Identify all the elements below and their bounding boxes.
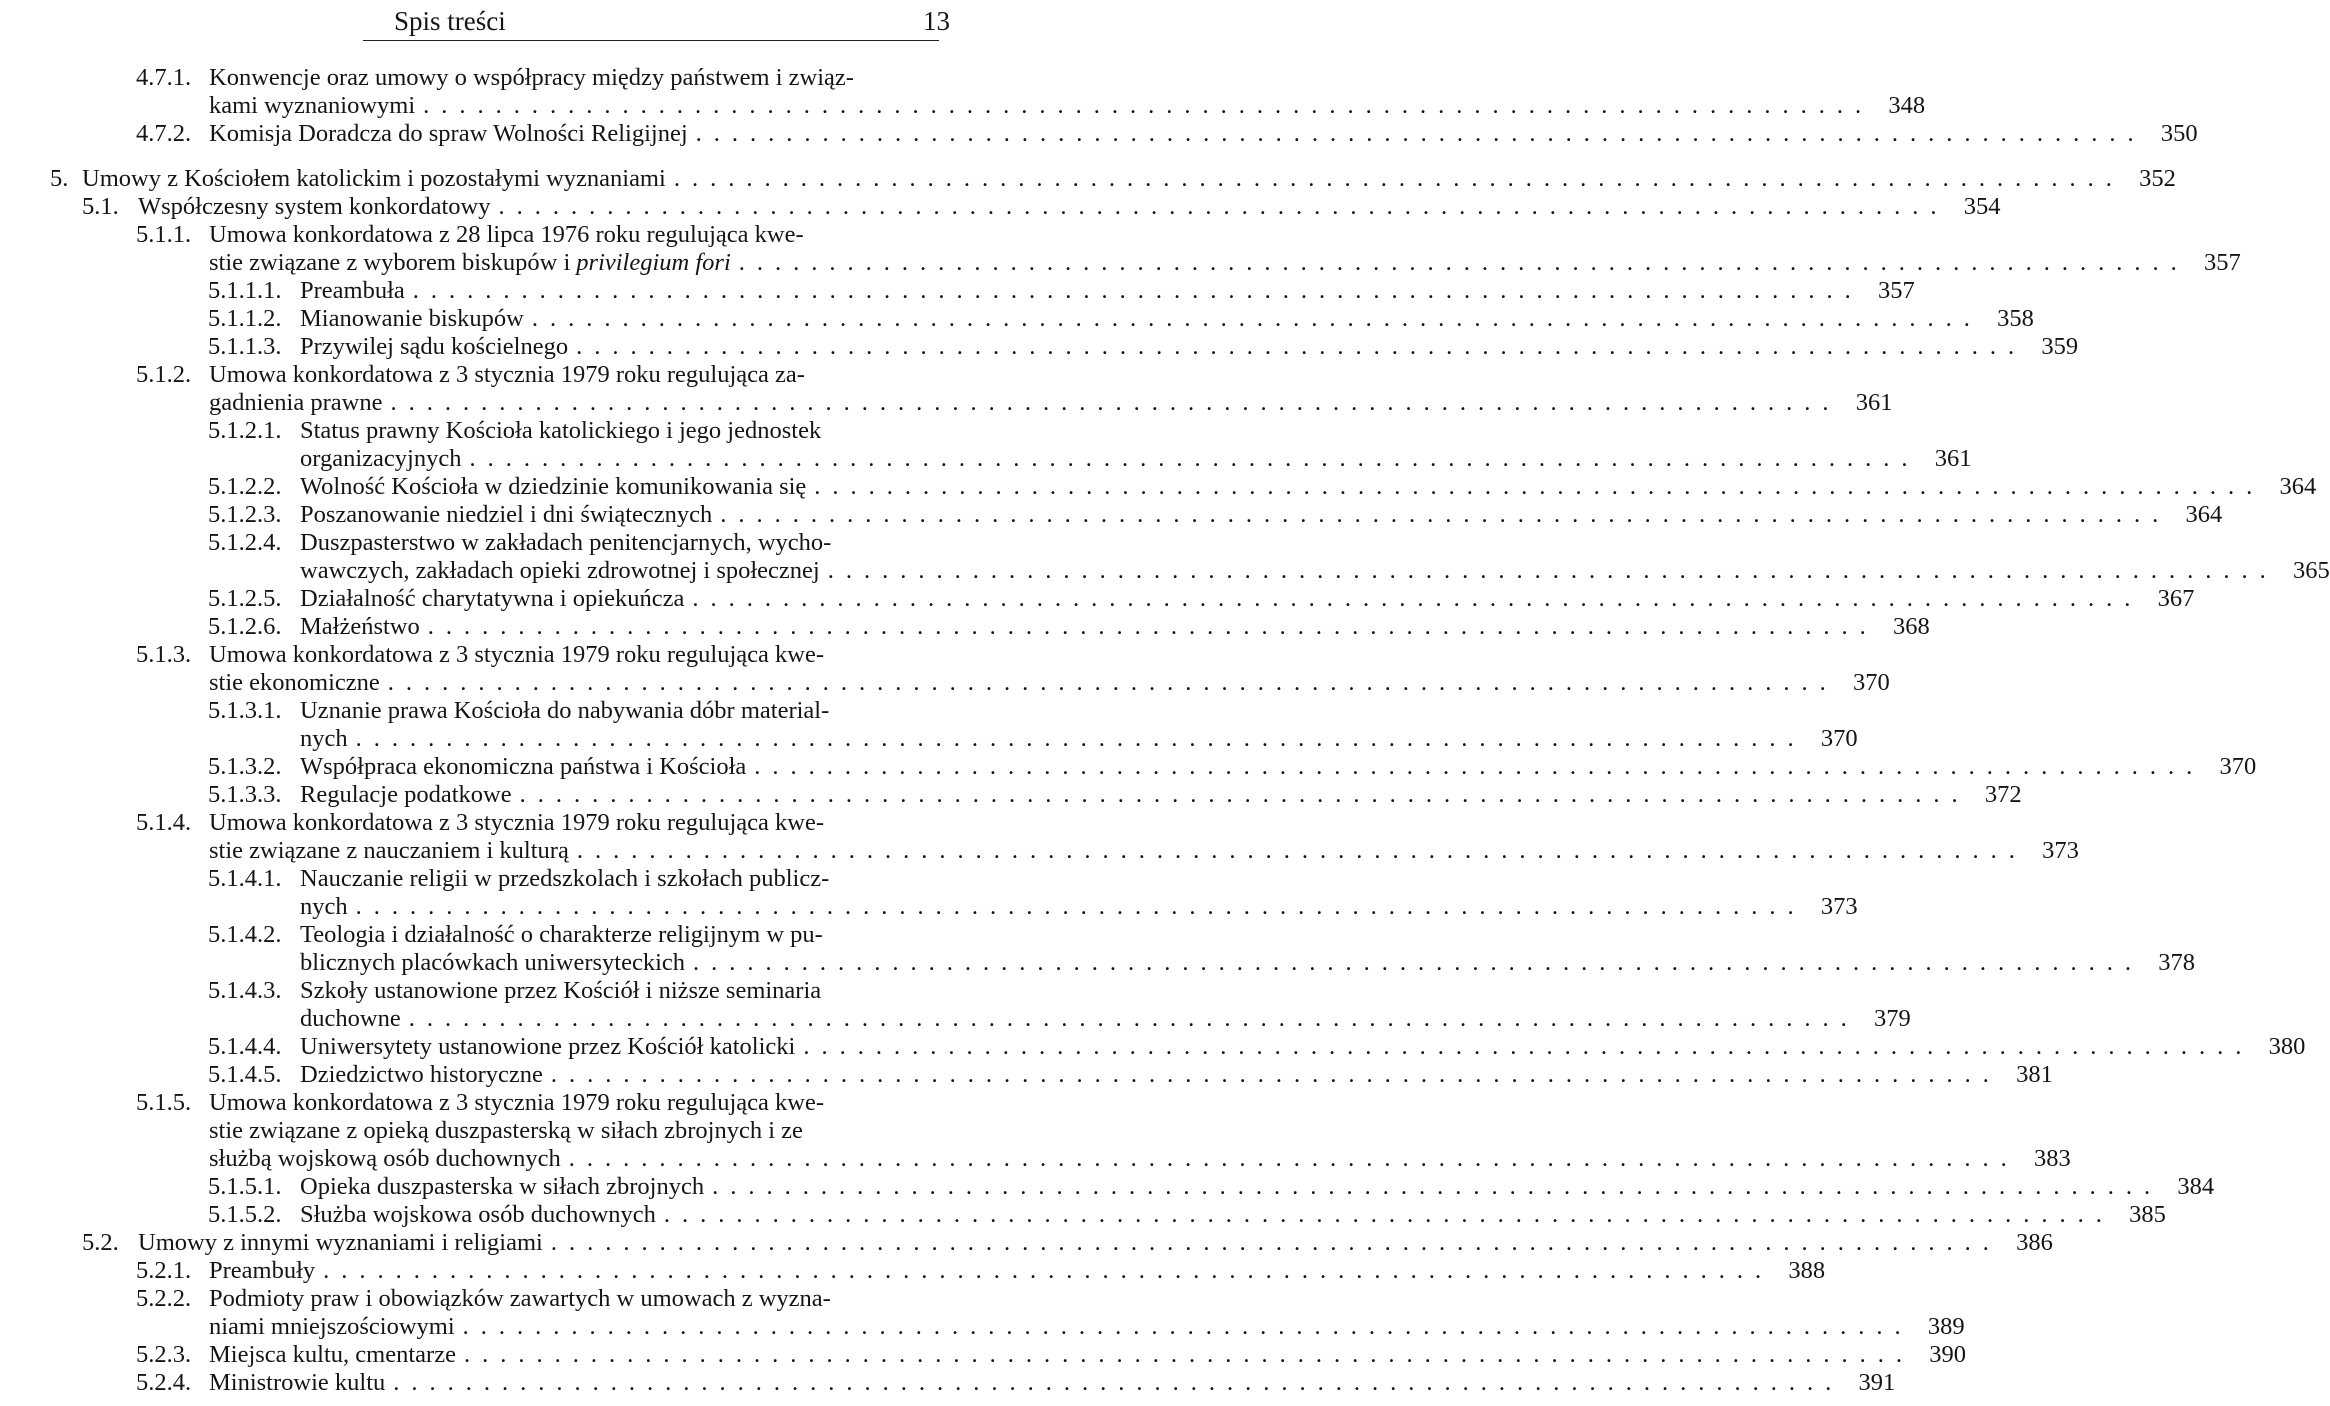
dot-leader: ................................................................................ bbox=[692, 585, 2143, 612]
header-rule bbox=[363, 40, 939, 41]
toc-entry bbox=[208, 781, 2022, 809]
dot-leader: ................................................................................ bbox=[323, 1257, 1774, 1284]
toc-entry bbox=[136, 1341, 1966, 1369]
toc-entry-page: 370 bbox=[2219, 753, 2257, 780]
toc-entry-page: 373 bbox=[2042, 837, 2079, 864]
toc-entry bbox=[50, 165, 2176, 193]
toc-entry bbox=[208, 753, 2257, 781]
toc-entry-number: 5.2.3. bbox=[136, 1341, 192, 1368]
dot-leader: ................................................................................ bbox=[814, 473, 2265, 500]
dot-leader: ................................................................................ bbox=[519, 781, 1970, 808]
toc-entry-page: 354 bbox=[1963, 193, 2001, 220]
toc-entry bbox=[208, 529, 2330, 585]
toc-entry-number: 5.1.1.2. bbox=[208, 305, 282, 332]
toc-entry bbox=[82, 1229, 2053, 1257]
toc-entry-title-line: Duszpasterstwo w zakładach penitencjarnych, wycho- bbox=[300, 529, 832, 556]
toc-entry-number: 5.1.2.1. bbox=[208, 417, 282, 444]
toc-entry-title-line: Ministrowie kultu bbox=[209, 1369, 386, 1396]
toc-entry-page: 384 bbox=[2177, 1173, 2215, 1200]
toc-entry bbox=[136, 361, 1893, 417]
toc-entry-number: 5.2.1. bbox=[136, 1257, 192, 1284]
toc-entry-title-line: Podmioty praw i obowiązków zawartych w umowach z wyzna- bbox=[209, 1285, 831, 1312]
toc-entry bbox=[208, 1173, 2215, 1201]
toc-entry bbox=[208, 305, 2034, 333]
toc-entry-number: 5.1.4. bbox=[136, 809, 192, 836]
dot-leader: ................................................................................ bbox=[673, 165, 2124, 192]
toc-entry-number: 5.1.3.3. bbox=[208, 781, 282, 808]
toc-entry-page: 378 bbox=[2158, 949, 2196, 976]
toc-entry-number: 5.1.4.2. bbox=[208, 921, 282, 948]
toc-entry-title-line: Umowa konkordatowa z 3 stycznia 1979 roku regulująca kwe- bbox=[209, 809, 825, 836]
toc-entry-page: 352 bbox=[2139, 165, 2176, 192]
dot-leader: ................................................................................ bbox=[427, 613, 1878, 640]
toc-entry-page: 372 bbox=[1984, 781, 2022, 808]
toc-entry-page: 365 bbox=[2292, 557, 2330, 584]
toc-entry-page: 380 bbox=[2268, 1033, 2306, 1060]
toc-entry-title-line: Małżeństwo bbox=[300, 613, 420, 640]
dot-leader: ................................................................................ bbox=[408, 1005, 1859, 1032]
toc-entry-title-line: Preambuły bbox=[209, 1257, 316, 1284]
toc-entry bbox=[82, 193, 2001, 221]
toc-entry-number: 5.1.4.3. bbox=[208, 977, 282, 1004]
toc-entry-title-line: Teologia i działalność o charakterze religijnym w pu- bbox=[300, 921, 823, 948]
dot-leader: ................................................................................ bbox=[550, 1229, 2001, 1256]
toc-entry-page: 350 bbox=[2160, 120, 2198, 147]
toc-entry-number: 5.1.2.6. bbox=[208, 613, 282, 640]
toc-entry bbox=[136, 641, 1890, 697]
toc-entry-number: 5.1.2.3. bbox=[208, 501, 282, 528]
dot-leader: ................................................................................ bbox=[355, 893, 1806, 920]
dot-leader: ................................................................................ bbox=[387, 669, 1838, 696]
dot-leader: ................................................................................ bbox=[393, 1369, 1844, 1396]
toc-entry-page: 357 bbox=[1878, 277, 1915, 304]
toc-entry-page: 359 bbox=[2041, 333, 2079, 360]
dot-leader: ................................................................................ bbox=[720, 501, 2171, 528]
toc-entry-page: 357 bbox=[2204, 249, 2241, 276]
toc-entry-number: 5.1.5.1. bbox=[208, 1173, 282, 1200]
toc-entry-number: 5.2. bbox=[82, 1229, 119, 1256]
toc-entry bbox=[208, 417, 1972, 473]
toc-entry-number: 5.1.2. bbox=[136, 361, 192, 388]
toc-entry-page: 379 bbox=[1873, 1005, 1911, 1032]
toc-entry-title-line: duchowne bbox=[300, 1005, 401, 1032]
toc-entry-title-line: Współczesny system konkordatowy bbox=[138, 193, 491, 220]
toc-entry-title-line: Poszanowanie niedziel i dni świątecznych bbox=[300, 501, 713, 528]
toc-entry-title-line: kami wyznaniowymi bbox=[209, 92, 416, 119]
toc-entry-title-line: stie związane z opieką duszpasterską w siłach zbrojnych i ze bbox=[209, 1117, 803, 1144]
toc-entry bbox=[208, 921, 2196, 977]
toc-entry bbox=[208, 277, 1915, 305]
toc-entry-number: 5.1.2.5. bbox=[208, 585, 282, 612]
toc-entry-number: 5.2.4. bbox=[136, 1369, 192, 1396]
dot-leader: ................................................................................ bbox=[695, 120, 2146, 147]
toc-entry-title-line: Szkoły ustanowione przez Kościół i niższe seminaria bbox=[300, 977, 822, 1004]
toc-entry-italic-term: privilegium fori bbox=[576, 249, 731, 276]
toc-entry-title-line: Uznanie prawa Kościoła do nabywania dóbr material- bbox=[300, 697, 830, 724]
toc-entry-page: 361 bbox=[1934, 445, 1972, 472]
toc-entry-number: 5.1.4.4. bbox=[208, 1033, 282, 1060]
dot-leader: ................................................................................ bbox=[754, 753, 2205, 780]
toc-entry-title-line: Umowa konkordatowa z 28 lipca 1976 roku regulująca kwe- bbox=[209, 221, 804, 248]
running-header bbox=[78, 4, 950, 38]
toc-entry-page: 358 bbox=[1997, 305, 2034, 332]
toc-entry-title-line: Miejsca kultu, cmentarze bbox=[209, 1341, 456, 1368]
toc-entry-title-line: Regulacje podatkowe bbox=[300, 781, 512, 808]
toc-entry bbox=[208, 865, 1858, 921]
toc-entry-title-line: Współpraca ekonomiczna państwa i Kościoła bbox=[300, 753, 747, 780]
toc-entry-page: 364 bbox=[2279, 473, 2317, 500]
toc-entry bbox=[136, 1369, 1896, 1397]
toc-entry bbox=[208, 1061, 2053, 1089]
toc-entry-number: 5.1.4.5. bbox=[208, 1061, 282, 1088]
dot-leader: ................................................................................ bbox=[531, 305, 1982, 332]
dot-leader: ................................................................................ bbox=[576, 837, 2027, 864]
toc-entry-number: 5.1.3.2. bbox=[208, 753, 282, 780]
dot-leader: ................................................................................ bbox=[712, 1173, 2163, 1200]
toc-entry-page: 386 bbox=[2016, 1229, 2053, 1256]
toc-entry-title-line: służbą wojskową osób duchownych bbox=[209, 1145, 561, 1172]
toc-entry-number: 5.1.4.1. bbox=[208, 865, 282, 892]
toc-entry bbox=[208, 473, 2317, 501]
toc-entry-title-line: Wolność Kościoła w dziedzinie komunikowania się bbox=[300, 473, 807, 500]
toc-entry bbox=[136, 64, 1926, 120]
toc-entry bbox=[208, 977, 1911, 1033]
toc-entry bbox=[136, 1089, 2071, 1173]
running-header-title: Spis treści bbox=[394, 6, 506, 36]
toc-entry-number: 5.1.5.2. bbox=[208, 1201, 282, 1228]
toc-entry-page: 385 bbox=[2129, 1201, 2166, 1228]
toc-entry-title-line: Preambuła bbox=[300, 277, 405, 304]
dot-leader: ................................................................................ bbox=[462, 1313, 1913, 1340]
toc-entry-number: 5. bbox=[50, 165, 69, 192]
toc-entry-page: 388 bbox=[1788, 1257, 1826, 1284]
toc-entry-title-line: blicznych placówkach uniwersyteckich bbox=[300, 949, 686, 976]
toc-entry-number: 5.1.3. bbox=[136, 641, 192, 668]
toc-entry bbox=[208, 501, 2223, 529]
dot-leader: ................................................................................ bbox=[412, 277, 1863, 304]
toc-entry-title-line: Umowy z Kościołem katolickim i pozostałymi wyznaniami bbox=[82, 165, 666, 192]
dot-leader: ................................................................................ bbox=[568, 1145, 2019, 1172]
dot-leader: ................................................................................ bbox=[390, 389, 1841, 416]
toc-entry-page: 364 bbox=[2185, 501, 2223, 528]
toc-entry-number: 5.1.1.1. bbox=[208, 277, 282, 304]
toc-entry bbox=[136, 809, 2079, 865]
toc-entry bbox=[208, 697, 1858, 753]
toc-entry bbox=[136, 1257, 1826, 1285]
toc-entry-page: 368 bbox=[1893, 613, 1930, 640]
toc-entry-title-line: Komisja Doradcza do spraw Wolności Religijnej bbox=[209, 120, 688, 147]
toc-entry bbox=[208, 1033, 2306, 1061]
toc-entry-number: 5.1.3.1. bbox=[208, 697, 282, 724]
toc-entry-title-line: Umowa konkordatowa z 3 stycznia 1979 roku regulująca kwe- bbox=[209, 1089, 825, 1116]
toc-entry-page: 390 bbox=[1929, 1341, 1966, 1368]
toc-entry-page: 367 bbox=[2157, 585, 2195, 612]
toc-entry-title-line: stie ekonomiczne bbox=[209, 669, 380, 696]
toc-entry-title-line: nych bbox=[300, 725, 348, 752]
toc-entry-title-line: Umowy z innymi wyznaniami i religiami bbox=[138, 1229, 543, 1256]
toc-entry-title-line: gadnienia prawne bbox=[209, 389, 383, 416]
toc-entry-title-line: Dziedzictwo historyczne bbox=[300, 1061, 543, 1088]
dot-leader: ................................................................................ bbox=[827, 557, 2278, 584]
toc-entry-title-line: Przywilej sądu kościelnego bbox=[300, 333, 569, 360]
toc-entry-page: 370 bbox=[1853, 669, 1890, 696]
toc-entry-title-line: Mianowanie biskupów bbox=[300, 305, 524, 332]
toc-entry-number: 5.1.1. bbox=[136, 221, 192, 248]
toc-entry-title-line: Status prawny Kościoła katolickiego i jego jednostek bbox=[300, 417, 822, 444]
toc-entry bbox=[208, 585, 2195, 613]
toc-entry bbox=[208, 1201, 2166, 1229]
toc-entry-page: 361 bbox=[1855, 389, 1893, 416]
toc-entry-number: 5.1.1.3. bbox=[208, 333, 282, 360]
toc-entry bbox=[136, 221, 2241, 277]
toc-entry-title-line: stie związane z wyborem biskupów i bbox=[209, 249, 571, 276]
toc-entry-title-line: wawczych, zakładach opieki zdrowotnej i społecznej bbox=[300, 557, 820, 584]
dot-leader: ................................................................................ bbox=[738, 249, 2189, 276]
dot-leader: ................................................................................ bbox=[355, 725, 1806, 752]
toc-entry-title-line: Nauczanie religii w przedszkolach i szkołach publicz- bbox=[300, 865, 830, 892]
toc-entry-page: 348 bbox=[1888, 92, 1926, 119]
toc-entry-number: 5.1.2.4. bbox=[208, 529, 282, 556]
toc-entry bbox=[208, 333, 2079, 361]
toc-entry bbox=[136, 120, 2198, 148]
toc-entry-title-line: organizacyjnych bbox=[300, 445, 462, 472]
toc-entry-page: 391 bbox=[1858, 1369, 1896, 1396]
toc-entry-title-line: nych bbox=[300, 893, 348, 920]
toc-entry-number: 4.7.1. bbox=[136, 64, 192, 91]
toc-entry-page: 373 bbox=[1820, 893, 1858, 920]
dot-leader: ................................................................................ bbox=[576, 333, 2027, 360]
toc-entry-page: 383 bbox=[2034, 1145, 2071, 1172]
toc-entry-number: 5.1. bbox=[82, 193, 119, 220]
dot-leader: ................................................................................ bbox=[663, 1201, 2114, 1228]
toc-entry-number: 5.1.5. bbox=[136, 1089, 192, 1116]
toc-entry-title-line: Uniwersytety ustanowione przez Kościół katolicki bbox=[300, 1033, 796, 1060]
dot-leader: ................................................................................ bbox=[550, 1061, 2001, 1088]
toc-entry-number: 4.7.2. bbox=[136, 120, 192, 147]
toc-entry bbox=[136, 1285, 1965, 1341]
toc-entry-title-line: stie związane z nauczaniem i kulturą bbox=[209, 837, 569, 864]
toc-entry-title-line: Konwencje oraz umowy o współpracy między państwem i związ- bbox=[209, 64, 854, 91]
toc-entry-title-line: Działalność charytatywna i opiekuńcza bbox=[300, 585, 685, 612]
dot-leader: ................................................................................ bbox=[423, 92, 1874, 119]
toc-entry-page: 389 bbox=[1927, 1313, 1965, 1340]
dot-leader: ................................................................................ bbox=[469, 445, 1920, 472]
toc-entry-number: 5.1.2.2. bbox=[208, 473, 282, 500]
toc-entry bbox=[208, 613, 1930, 641]
toc-entry-title-line: niami mniejszościowymi bbox=[209, 1313, 455, 1340]
dot-leader: ................................................................................ bbox=[693, 949, 2144, 976]
toc-entry-title-line: Umowa konkordatowa z 3 stycznia 1979 roku regulująca za- bbox=[209, 361, 805, 388]
toc-entry-title-line: Umowa konkordatowa z 3 stycznia 1979 roku regulująca kwe- bbox=[209, 641, 825, 668]
toc-entry-page: 370 bbox=[1820, 725, 1858, 752]
toc-entry-page: 381 bbox=[2016, 1061, 2053, 1088]
toc-entry-title-line: Służba wojskowa osób duchownych bbox=[300, 1201, 656, 1228]
dot-leader: ................................................................................ bbox=[803, 1033, 2254, 1060]
dot-leader: ................................................................................ bbox=[498, 193, 1949, 220]
page-number: 13 bbox=[923, 6, 950, 36]
toc-entry-number: 5.2.2. bbox=[136, 1285, 192, 1312]
toc-entry-title-line: Opieka duszpasterska w siłach zbrojnych bbox=[300, 1173, 705, 1200]
dot-leader: ................................................................................ bbox=[463, 1341, 1914, 1368]
